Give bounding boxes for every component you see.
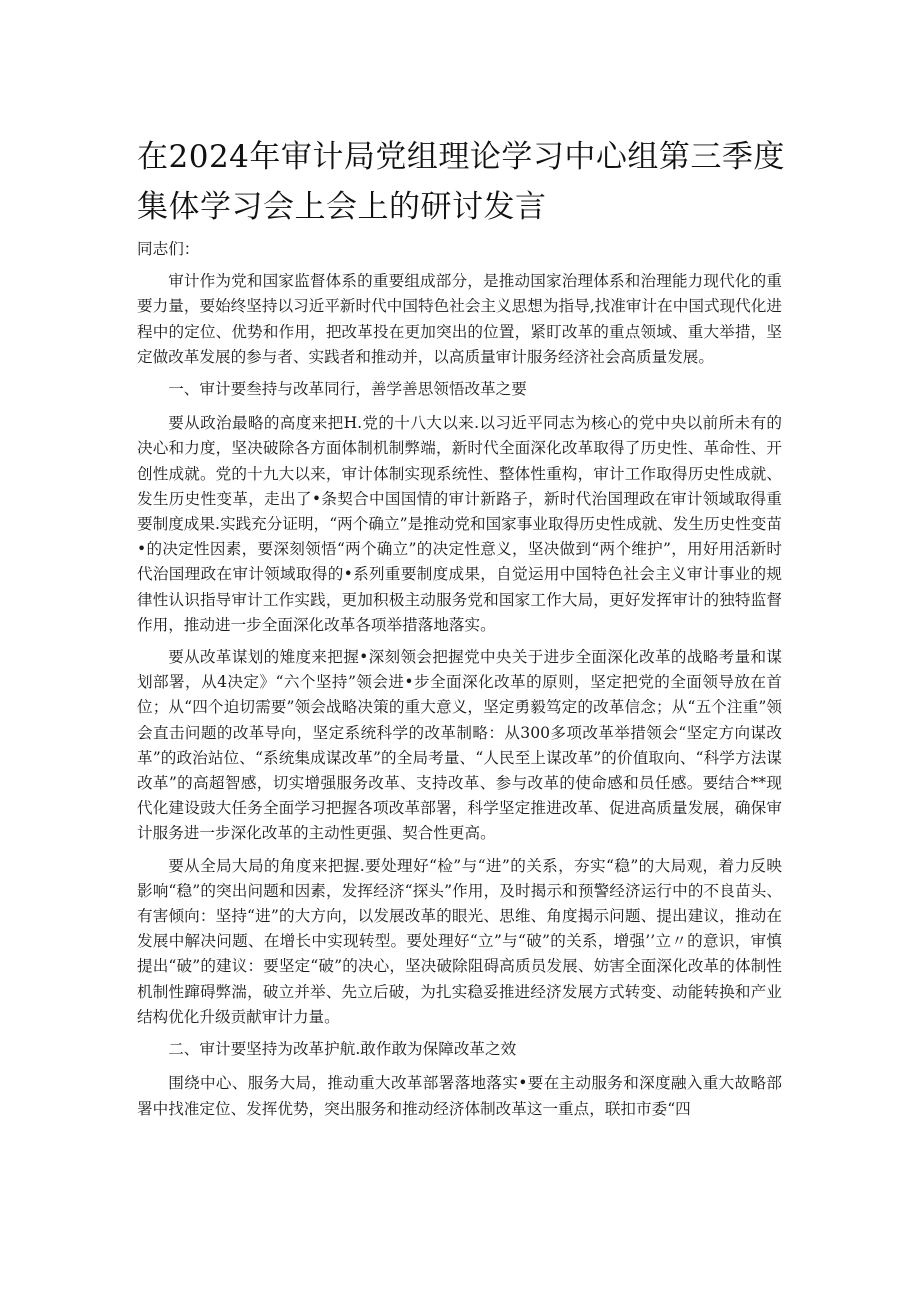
section-heading-2: 二、审计要坚持为改革护航.敢作敢为保障改革之效 xyxy=(168,1040,517,1059)
salutation: 同志们： xyxy=(137,240,200,258)
document-body xyxy=(137,237,782,1129)
paragraph-serve-center: 围绕中心、服务大局，推动重大改革部署落地落实•要在主动服务和深度融入重大故略部署中找准定位、发挥优势，突出服务和推动经济体制改革这一重点，联扣市委“四 xyxy=(137,1074,782,1118)
paragraph-overall-situation: 要从全局大局的角度来把握.要处理好“检”与“进”的关系，夯实“稳”的大局观，着力反映影响“稳”的突出问题和因素，发挥经济“探头”作用，及时揭示和预警经济运行中的不良苗头、有害倾向：坚持“进”的大方向，以发展改革的眼光、思维、角度揭示问题、提出建议，推动在发展中解决问题、在增长中实现转型。要处理好“立”与“破”的关系，增强’’立〃的意识，审慎提出“破”的建议：要坚定“破”的决心，坚决破除阻碍高质员发展、妨害全面深化改革的体制性机制性蹿碍弊湍，破立并举、先立后破，为扎实稳妥推进经济发展方式转变、动能转换和产业结构优化升级贡献审计力量。 xyxy=(137,856,782,1026)
section-heading-1: 一、审计要叁持与改革同行，善学善思领悟改革之要 xyxy=(168,380,527,399)
paragraph-reform-planning: 要从改革谋划的雉度来把握•深刻领会把握党中央关于进步全面深化改革的战略考量和谋划部署，从4决定》“六个坚持”领会进•步全面深化改革的原则，坚定把党的全面领导放在首位；从“四个迫切需要”领会战略决策的重大意义，坚定勇毅笃定的改革信念；从“五个注重”领会直击问题的改革导向，坚定系统科学的改革制略：从300多项改革举措领会“坚定方向谋改革”的政治站位、“系统集成谋改革”的全局考量、“人民至上谋改革”的价值取向、“科学方法谋改革”的高超智感，切实增强服务改革、支持改革、参与改革的使命感和员任感。要结合**现代化建设豉大任务全面学习把握各项改革部署，科学坚定推进改革、促进高质量发展，确保审计服务进一步深化改革的主动性更强、契合性更高。 xyxy=(137,648,782,843)
document-title: 在2024年审计局党组理论学习中心组第三季度集体学习会上会上的研讨发言 xyxy=(137,139,785,225)
paragraph-political-height: 要从政治最略的高度来把H.党的十八大以来.以习近平同志为核心的党中央以前所未有的决心和力度，坚决破除各方面体制机制弊端，新时代全面深化改革取得了历史性、革命性、开创性成就。党的十九大以来，审计体制实现系统性、整体性重构，审计工作取得历史性成就、发生历史性变革，走出了•条契合中国国情的审计新路子，新时代治国理政在审计领域取得重要制度成果.实践充分证明，“两个确立”是推动党和国家事业取得历史性成就、发生历史性变苗•的决定性因素，要深刻领悟“两个确立”的决定性意义，坚决做到“两个维护”，用好用活新时代治国理政在审计领域取得的•系列重要制度成果，自觉运用中国特色社会主义审计事业的规律性认识指导审计工作实践，更加积极主动服务党和国家工作大局，更好发挥审计的独特监督作用，推动进一步全面深化改革各项举措落地落实。 xyxy=(137,414,782,634)
paragraph-intro: 审计作为党和国家监督体系的重要组成部分，是推动国家治理体系和治理能力现代化的重要力量，要始终坚持以习近平新时代中国特色社会主义思想为指导,找准审计在中国式现代化进程中的定位、优势和作用，把改革投在更加突出的位置，紧盯改革的重点领域、重大举措，坚定做改革发展的参与者、实践者和推动并，以高质量审计服务经济社会高质量发展。 xyxy=(137,272,782,366)
